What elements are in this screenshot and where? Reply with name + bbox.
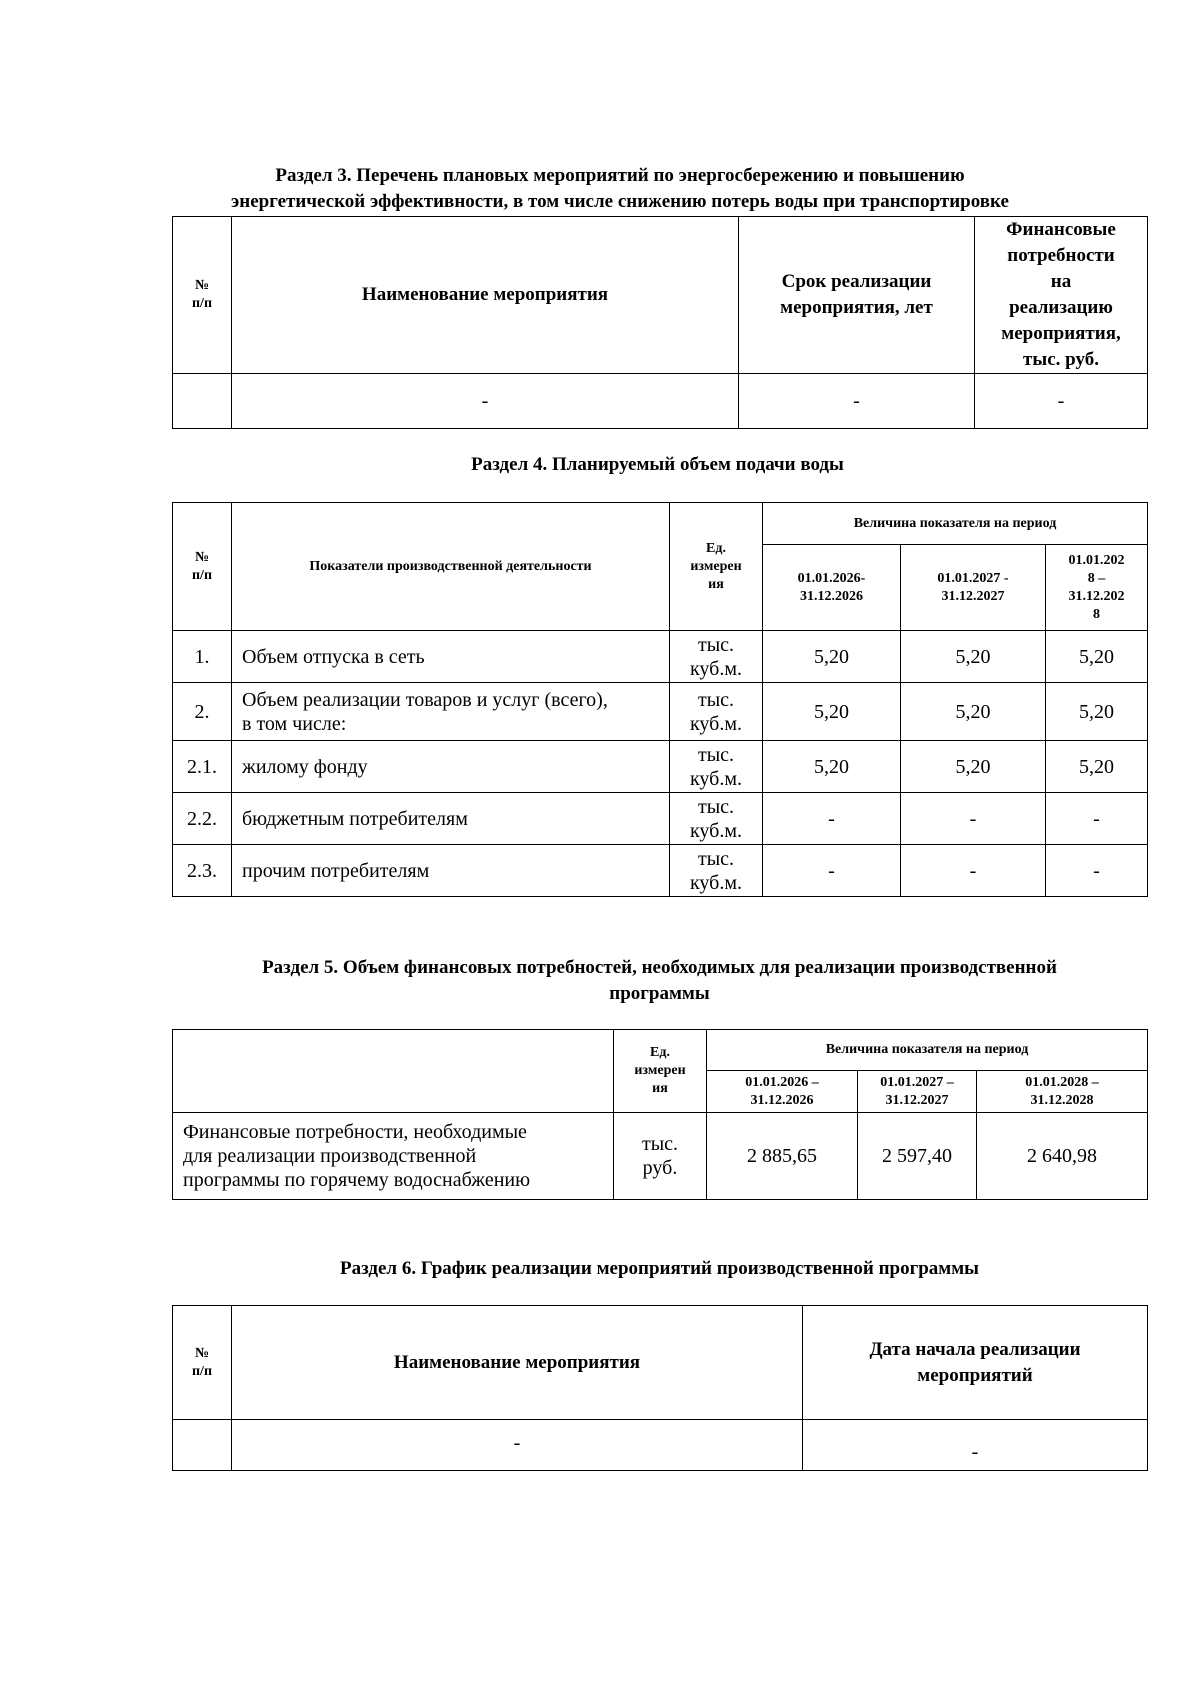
section6-title: Раздел 6. График реализации мероприятий производственной программы xyxy=(339,1258,980,1279)
section5-header-unit: Ед. измерен ия xyxy=(614,1030,707,1113)
section3-header-num: № п/п xyxy=(173,217,232,374)
row-num: 2.2. xyxy=(173,793,232,845)
row-unit: тыс. куб.м. xyxy=(670,793,763,845)
row-num: 2. xyxy=(173,683,232,741)
row-value-3: - xyxy=(1046,793,1148,845)
section6-table xyxy=(172,1305,1148,1471)
section5-row-unit: тыс. руб. xyxy=(614,1113,707,1200)
row-value-2: 5,20 xyxy=(901,683,1046,741)
row-value-2: - xyxy=(901,793,1046,845)
row-name: жилому фонду xyxy=(232,741,670,793)
row-name: прочим потребителям xyxy=(232,845,670,897)
row-unit: тыс. куб.м. xyxy=(670,845,763,897)
table-row xyxy=(173,845,1148,897)
section4-table xyxy=(172,502,1148,897)
section5-title-line1: Раздел 5. Объем финансовых потребностей, необходимых для реализации производственной xyxy=(262,957,1057,978)
section4-header-period-group: Величина показателя на период xyxy=(763,503,1148,545)
table-row xyxy=(173,683,1148,741)
section4-header-period-3: 01.01.202 8 – 31.12.202 8 xyxy=(1046,545,1148,631)
section5-header-empty xyxy=(173,1030,614,1113)
section4-header-indicator: Показатели производственной деятельности xyxy=(232,503,670,631)
section3-cell-num xyxy=(173,374,232,429)
row-value-2: 5,20 xyxy=(901,741,1046,793)
table-row xyxy=(173,1420,1148,1471)
section3-header-term: Срок реализации мероприятия, лет xyxy=(739,217,975,374)
section5-title xyxy=(172,955,1147,1007)
section5-header-period-2: 01.01.2027 – 31.12.2027 xyxy=(858,1071,977,1113)
section6-header-date: Дата начала реализации мероприятий xyxy=(803,1306,1148,1420)
row-value-1: 5,20 xyxy=(763,683,901,741)
section3-cell-name: - xyxy=(232,374,739,429)
row-value-1: - xyxy=(763,845,901,897)
row-value-1: 5,20 xyxy=(763,631,901,683)
row-name: бюджетным потребителям xyxy=(232,793,670,845)
row-value-1: - xyxy=(763,793,901,845)
section4-title: Раздел 4. Планируемый объем подачи воды xyxy=(471,454,844,475)
row-value-3: - xyxy=(1046,845,1148,897)
table-row xyxy=(173,631,1148,683)
section3-title xyxy=(170,163,1070,215)
section5-title-line2: программы xyxy=(609,983,710,1004)
row-name: Объем реализации товаров и услуг (всего), в том числе: xyxy=(232,683,670,741)
section3-title-line2: энергетической эффективности, в том числе снижению потерь воды при транспортировке xyxy=(231,191,1009,212)
section3-header-financing: Финансовые потребности на реализацию мероприятия, тыс. руб. xyxy=(975,217,1148,374)
section6-header-row xyxy=(173,1306,1148,1420)
section5-table xyxy=(172,1029,1148,1200)
row-num: 2.3. xyxy=(173,845,232,897)
section6-cell-num xyxy=(173,1420,232,1471)
section3-table xyxy=(172,216,1148,429)
section4-header-period-2: 01.01.2027 - 31.12.2027 xyxy=(901,545,1046,631)
section5-header-period-3: 01.01.2028 – 31.12.2028 xyxy=(977,1071,1148,1113)
row-unit: тыс. куб.м. xyxy=(670,631,763,683)
row-value-2: 5,20 xyxy=(901,631,1046,683)
row-value-1: 5,20 xyxy=(763,741,901,793)
table-row xyxy=(173,1113,1148,1200)
section5-row-name: Финансовые потребности, необходимые для реализации производственной программы по горячему водоснабжению xyxy=(173,1113,614,1200)
row-value-2: - xyxy=(901,845,1046,897)
section6-header-num: № п/п xyxy=(173,1306,232,1420)
section4-header-period-1: 01.01.2026- 31.12.2026 xyxy=(763,545,901,631)
section6-cell-date: - xyxy=(803,1420,1148,1471)
section3-cell-financing: - xyxy=(975,374,1148,429)
section4-header-row xyxy=(173,503,1148,545)
section3-header-row xyxy=(173,217,1148,374)
section3-cell-term: - xyxy=(739,374,975,429)
row-value-3: 5,20 xyxy=(1046,631,1148,683)
section4-header-num: № п/п xyxy=(173,503,232,631)
section4-header-unit: Ед. измерен ия xyxy=(670,503,763,631)
row-value-3: 5,20 xyxy=(1046,741,1148,793)
section3-header-name: Наименование мероприятия xyxy=(232,217,739,374)
section5-row-value-2: 2 597,40 xyxy=(858,1113,977,1200)
row-name: Объем отпуска в сеть xyxy=(232,631,670,683)
row-num: 2.1. xyxy=(173,741,232,793)
section3-title-line1: Раздел 3. Перечень плановых мероприятий по энергосбережению и повышению xyxy=(275,165,965,186)
section6-header-name: Наименование мероприятия xyxy=(232,1306,803,1420)
table-row xyxy=(173,374,1148,429)
table-row xyxy=(173,793,1148,845)
table-row xyxy=(173,741,1148,793)
section5-header-period-group: Величина показателя на период xyxy=(707,1030,1148,1071)
row-value-3: 5,20 xyxy=(1046,683,1148,741)
section5-row-value-3: 2 640,98 xyxy=(977,1113,1148,1200)
section6-cell-name: - xyxy=(232,1420,803,1471)
section5-header-row xyxy=(173,1030,1148,1071)
section5-header-period-1: 01.01.2026 – 31.12.2026 xyxy=(707,1071,858,1113)
section5-row-value-1: 2 885,65 xyxy=(707,1113,858,1200)
row-unit: тыс. куб.м. xyxy=(670,683,763,741)
row-unit: тыс. куб.м. xyxy=(670,741,763,793)
row-num: 1. xyxy=(173,631,232,683)
